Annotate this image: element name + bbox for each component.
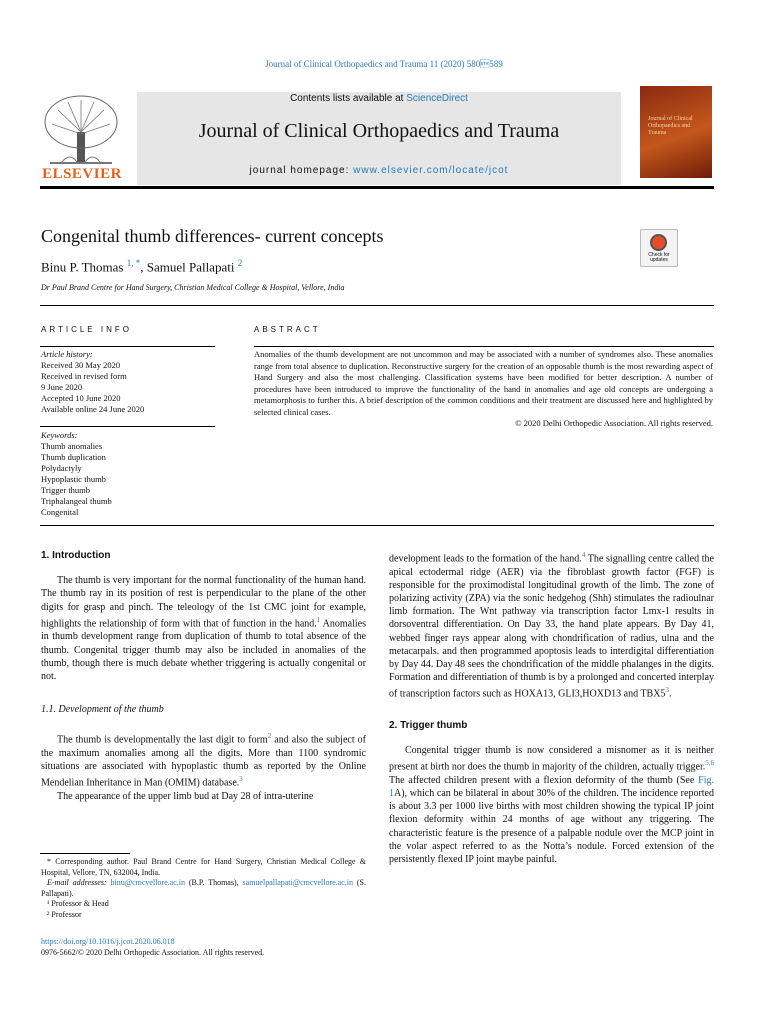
corresponding-author-note: * Corresponding author. Paul Brand Centre for Hand Surgery, Christian Medical College & Hospital, Vellore, TN, 632004, India. — [41, 857, 366, 877]
section-1-1-heading: 1.1. Development of the thumb — [41, 704, 164, 716]
email-note: E-mail addresses: binu@cmcvellore.ac.in (B.P. Thomas), samuelpallapati@cmcvellore.ac.in (S. Pallapati). — [41, 878, 367, 898]
issn-copyright: 0976-5662/© 2020 Delhi Orthopedic Association. All rights reserved. — [41, 948, 265, 957]
journal-cover-image — [640, 86, 712, 178]
contents-line — [137, 93, 621, 104]
check-updates-label: Check for updates — [648, 252, 670, 263]
paragraph: The thumb is very important for the normal functionality of the human hand. The thumb ray in its position of rest is perpendicular to the plane of the other digits for grasp and pinch. The teleology of the 1st CMC joint for example, highlights the relationship of form with that of function in the hand.$^1$ Anomalies in thumb development range from duplication of thumb to total absence of the thumb. Congenital trigger thumb may also be included in anomalies of the thumb, though there is much debate whether triggering is actually congenital or not. — [41, 575, 366, 682]
citation-link[interactable]: 5,6 — [705, 759, 714, 768]
title-rule — [40, 305, 714, 306]
info-rule — [40, 346, 215, 347]
section-2-heading: 2. Trigger thumb — [389, 719, 468, 731]
paragraph: The thumb is developmentally the last digit to form$^2$ and also the subject of the maximum anomalies among all the digits. More than 1100 syndromic situations are associated with hypoplastic thumb as reported by the Online Mendelian Inheritance in Man (OMIM) database.$^3$ — [41, 732, 367, 789]
header-rule — [40, 186, 714, 189]
contents-prefix: Contents lists available at — [290, 93, 407, 104]
history-item: 9 June 2020 — [41, 382, 83, 392]
paragraph: Congenital trigger thumb is now considered a misnomer as it is neither present at birth nor does the thumb in majority of the children, actually trigger.$^{5,6}$ The affected children present with a flexion deformity of the thumb (See Fig. 1A), which can be bilateral in about 30% of the children. The incidence reported is about 3.3 per 1000 live births with most children showing the typical IP joint flexion deformity within 24 months of age without any triggering. The characteristic feature is the presence of a palpable nodule over the MCP joint in the volar aspect referred to as the Notta’s nodule. Forced extension of the persistently flexed IP joint maybe painful. — [389, 745, 714, 866]
sciencedirect-link[interactable]: ScienceDirect — [406, 93, 468, 104]
history-item: Received in revised form — [41, 371, 127, 381]
keyword-item: Polydactyly — [41, 463, 82, 473]
author-name[interactable]: Samuel Pallapati — [146, 259, 235, 275]
keyword-item: Hypoplastic thumb — [41, 474, 106, 484]
keywords-rule — [40, 426, 215, 427]
keyword-item: Thumb anomalies — [41, 441, 103, 451]
cover-title: Journal of Clinical Orthopaedics and Trauma — [648, 116, 693, 136]
citation-link[interactable]: 3 — [665, 686, 669, 695]
citation-link[interactable]: 1 — [316, 615, 321, 624]
author-name[interactable]: Binu P. Thomas — [41, 259, 124, 275]
keyword-item: Triphalangeal thumb — [41, 496, 112, 506]
paragraph: development leads to the formation of the hand.$^4$ The signalling centre called the apical ectodermal ridge (AER) via the fibroblast growth factor (FGF) is responsible for the proximodistal longitudinal growth of the limb. The zone of polarizing activity (ZPA) via the sonic hedgehog (Shh) stimulates the radioulnar limb formation. The Wnt pathway via transcription factor Lmx-1 results in dorsoventral differentiation. On Day 33, the hand plate appears. By Day 41, webbed finger rays appear along with chondrification of radius, ulna and the metacarpals. and then programmed apoptosis leads to interdigital differentiation by Day 44. Day 48 sees the chondrification of the middle phalanges in the digits. Formation and differentiation of thumb is by a prolonged and concerted interplay of transcription factors such as HOXA13, GLI3,HOXD13 and TBX5$^3$. — [389, 551, 715, 700]
citation-link[interactable]: 4 — [581, 551, 586, 559]
footnote-rule — [40, 853, 130, 854]
keyword-item: Thumb duplication — [41, 452, 106, 462]
doi-link[interactable]: https://doi.org/10.1016/j.jcot.2020.06.018 — [41, 937, 175, 946]
history-label: Article history: — [41, 349, 93, 359]
figure-link[interactable]: Fig. 1 — [389, 774, 714, 800]
affiliation: Dr Paul Brand Centre for Hand Surgery, Christian Medical College & Hospital, Vellore, India — [41, 283, 345, 292]
paragraph: The appearance of the upper limb bud at Day 28 of intra-uterine — [57, 790, 314, 802]
footnote-1: ¹ Professor & Head — [47, 899, 109, 908]
bookmark-icon — [650, 234, 667, 251]
abstract-bottom-rule — [40, 525, 714, 526]
keywords-list — [41, 430, 216, 518]
publisher-wordmark: ELSEVIER — [42, 166, 122, 182]
homepage-link[interactable]: www.elsevier.com/locate/jcot — [353, 165, 509, 176]
right-column — [389, 549, 714, 866]
journal-homepage — [137, 165, 621, 176]
author-affil-marker[interactable]: 2 — [237, 258, 243, 268]
footnotes — [41, 857, 366, 920]
keyword-item: Trigger thumb — [41, 485, 91, 495]
history-item: Accepted 10 June 2020 — [41, 393, 121, 403]
email-link[interactable]: binu@cmcvellore.ac.in — [110, 878, 185, 887]
author-list: Binu P. Thomas $^{1, *}$, Samuel Pallapati $^2$ — [41, 258, 243, 275]
article-history — [41, 349, 216, 415]
article-info-heading: ARTICLE INFO — [41, 325, 132, 334]
keywords-label: Keywords: — [41, 430, 78, 440]
citation-link[interactable]: 2 — [267, 732, 272, 741]
abstract-rule — [254, 346, 714, 347]
abstract-copyright: © 2020 Delhi Orthopedic Association. All rights reserved. — [515, 418, 713, 428]
article-title: Congenital thumb differences- current concepts — [41, 226, 384, 246]
abstract-heading: ABSTRACT — [254, 325, 321, 334]
footnote-2: ² Professor — [47, 909, 82, 919]
history-item: Available online 24 June 2020 — [41, 404, 145, 414]
abstract-body — [254, 349, 713, 430]
check-for-updates-button[interactable] — [640, 229, 678, 267]
homepage-prefix: journal homepage: — [249, 165, 354, 176]
journal-citation[interactable]: Journal of Clinical Orthopaedics and Trauma 11 (2020) 580589 — [265, 59, 503, 69]
citation-link[interactable]: 3 — [239, 775, 243, 784]
author-affil-marker[interactable]: 1, * — [126, 258, 141, 268]
email-link[interactable]: samuelpallapati@cmcvellore.ac.in — [242, 878, 353, 887]
abstract-paragraph: Anomalies of the thumb development are not uncommon and may be associated with a number of syndromes also. These anomalies range from total absence to duplication. Reconstructive surgery for the creation of an opposable thumb is the most rewarding aspect of Hand Surgery and also the most challenging. Classification systems have been modified for better description. A number of procedures have been introduced to improve the functionality of the hand in anomalies and age old concepts are undergoing a metamorphosis to further this. A brief description of the common conditions and their treatment are discussed here and highlighted by selected clinical cases. — [254, 349, 713, 417]
history-item: Received 30 May 2020 — [41, 360, 121, 370]
left-column — [41, 549, 366, 803]
keyword-item: Congenital — [41, 507, 79, 517]
section-1-heading: 1. Introduction — [41, 550, 111, 561]
journal-title: Journal of Clinical Orthopaedics and Trauma — [198, 120, 560, 142]
